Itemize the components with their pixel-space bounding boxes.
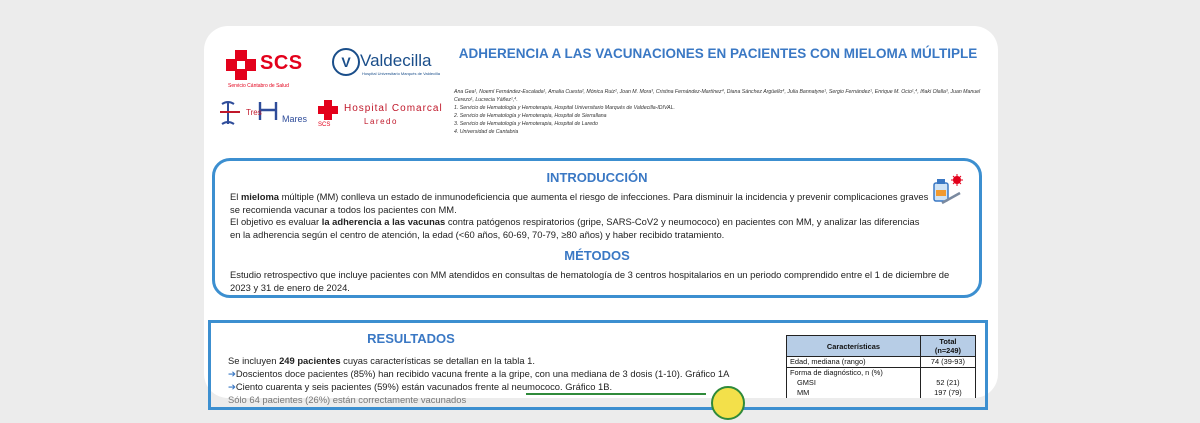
valdecilla-mark-icon: V	[332, 48, 360, 76]
introduction-methods-box	[212, 158, 982, 298]
metodos-text: Estudio retrospectivo que incluye pacientes con MM atendidos en consultas de hematología de 3 centros hospitalarios en un periodo comprendido entre el 1 de diciembre de 2023 y 31 de enero de 2024.	[230, 269, 950, 293]
table-row	[787, 388, 976, 398]
introduccion-text	[230, 191, 930, 241]
table-cell-label: Edad, mediana (rango)	[787, 357, 921, 368]
scs-logo	[226, 50, 316, 90]
results-text-bold: 249 pacientes	[279, 355, 341, 366]
intro-text-segment: El objetivo es evaluar	[230, 216, 322, 228]
table-header-total	[920, 336, 975, 357]
table-cell-label: Forma de diagnóstico, n (%)	[787, 368, 921, 379]
graphic-divider	[526, 393, 706, 395]
metodos-heading: MÉTODOS	[564, 248, 630, 263]
affiliation-item: 2. Servicio de Hematología y Hemoterapia, Hospital de Sierrallana	[454, 113, 607, 119]
laredo-city: Laredo	[364, 117, 398, 126]
results-text-segment: Se incluyen	[228, 355, 280, 366]
poster-title: ADHERENCIA A LAS VACUNACIONES EN PACIENTES CON MIELOMA MÚLTIPLE	[458, 46, 978, 61]
authors-block	[454, 88, 984, 136]
hospital-laredo-logo	[318, 100, 442, 130]
characteristics-table	[786, 335, 976, 398]
intro-text-bold: la adherencia a las vacunas	[321, 216, 446, 228]
table-cell-value: 197 (79)	[920, 388, 975, 398]
table-cell-label: GMSI	[787, 378, 921, 388]
affiliations-list	[454, 104, 984, 136]
results-line: Sólo 64 pacientes (26%) están correctamente vacunados	[228, 394, 467, 405]
table-row	[787, 357, 976, 368]
table-header-n: (n=249)	[934, 346, 961, 355]
authors-list: Ana Gea¹, Noemí Fernández-Escalada¹, Amalia Cuesta², Mónica Ruiz², Joan M. Mora³, Cristina Fernández-Martínez⁴, Diana Sánchez Argüello⁴, Julia Bannatyne¹, Sergio Fernández¹, Enrique M. Ocio¹,⁴, Iñaki Olalla³, Juan Manuel Cerezo¹, Lucrecia Yáñez¹,⁴.	[454, 89, 981, 103]
results-line: Doscientos doce pacientes (85%) han recibido vacuna frente a la gripe, con una mediana de 3 dosis (1-10). Gráfico 1A	[235, 368, 730, 379]
scs-logo-subtitle: Servicio Cántabro de Salud	[228, 83, 289, 89]
badge-icon	[711, 386, 745, 420]
table-cell-value: 74 (39-93)	[920, 357, 975, 368]
introduccion-heading: INTRODUCCIÓN	[546, 170, 648, 185]
arrow-icon: ➔	[228, 381, 236, 392]
affiliation-item: 1. Servicio de Hematología y Hemoterapia, Hospital Universitario Marqués de Valdecilla-IDIVAL.	[454, 105, 675, 111]
affiliation-item: 3. Servicio de Hematología y Hemoterapia, Hospital de Laredo	[454, 121, 598, 127]
affiliation-item: 4. Universidad de Cantabria	[454, 129, 519, 135]
valdecilla-logo-text: Valdecilla	[360, 51, 432, 70]
tres-mares-text-2: Mares	[282, 114, 308, 124]
results-box	[208, 320, 988, 410]
valdecilla-logo-subtitle: Hospital Universitario Marqués de Valdecilla	[362, 71, 440, 76]
table-row	[787, 378, 976, 388]
table-header-row	[787, 336, 976, 357]
resultados-text	[228, 354, 788, 406]
intro-text-segment: El	[230, 191, 241, 202]
table-header-characteristics: Características	[787, 336, 921, 357]
results-text-segment: cuyas características se detallan en la tabla 1.	[340, 355, 535, 366]
arrow-icon: ➔	[228, 368, 236, 379]
tres-mares-logo	[220, 98, 312, 128]
scs-cross-icon	[226, 50, 256, 80]
intro-text-segment: múltiple (MM) conlleva un estado de inmunodeficiencia que aumenta el riesgo de infecciones. Para disminuir la incidencia y prevenir complicaciones graves se recomienda vacunar a todos los pacientes con MM.	[230, 191, 929, 215]
table-header-total-label: Total	[939, 337, 957, 346]
table-row	[787, 368, 976, 379]
table-cell-value: 52 (21)	[920, 378, 975, 388]
tres-mares-text: Tres	[246, 108, 262, 117]
table-cell-label: MM	[787, 388, 921, 398]
resultados-heading: RESULTADOS	[367, 331, 455, 346]
laredo-hospital-name: Hospital Comarcal	[344, 103, 443, 114]
valdecilla-logo	[332, 46, 440, 86]
intro-text-bold: mieloma	[240, 191, 279, 202]
laredo-cross-icon	[318, 100, 338, 120]
poster	[204, 26, 998, 405]
intro-text-segment: contra patógenos respiratorios (gripe, SARS-CoV2 y neumococo) en pacientes con MM, y analizar las diferencias en la adherencia según el centro de atención, la edad (<60 años, 60-69, 70-79, ≥80 años) y haber recibido tratamiento.	[230, 216, 920, 240]
results-line: Ciento cuarenta y seis pacientes (59%) están vacunados frente al neumococo. Gráfico 1B.	[235, 381, 613, 392]
scs-logo-text: SCS	[260, 52, 303, 74]
laredo-scs-text: SCS	[318, 122, 331, 128]
table-cell-value	[920, 368, 975, 379]
vaccine-icon	[928, 173, 964, 209]
